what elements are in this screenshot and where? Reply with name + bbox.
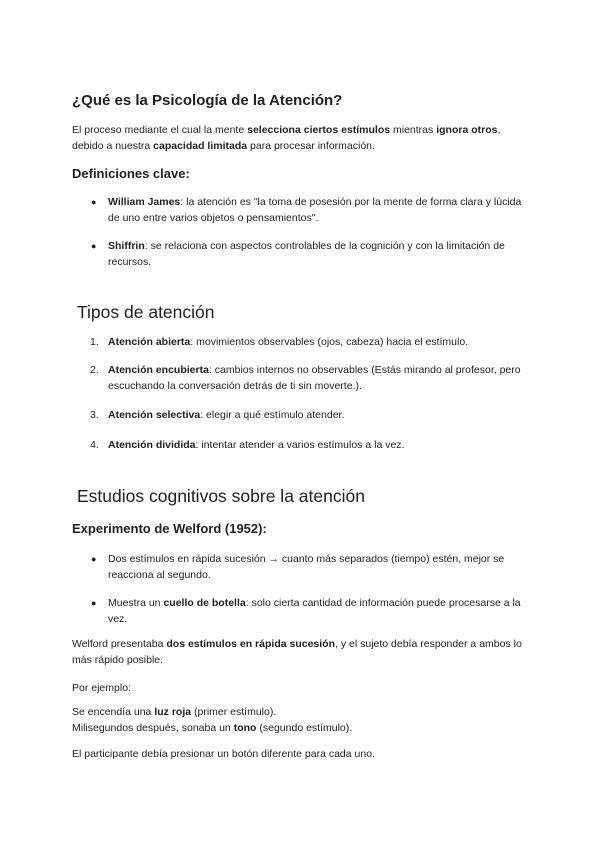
intro-paragraph xyxy=(72,122,532,154)
type-item-abierta xyxy=(108,334,533,350)
example-line-luz xyxy=(72,704,532,720)
participant-paragraph xyxy=(72,746,532,762)
type-term: Atención encubierta xyxy=(108,364,209,376)
text-segment: Dos estímulos en rápida sucesión → cuanto más separados (tiempo) estén, mejor se reacciona al segundo. xyxy=(108,553,505,581)
bold-text: luz roja xyxy=(154,706,192,718)
list-number: 1. xyxy=(90,336,99,348)
definition-term: Shiffrin xyxy=(108,240,145,252)
bold-text: cuello de botella xyxy=(163,597,246,609)
type-text: : intentar atender a varios estímulos a la vez. xyxy=(195,439,405,451)
bold-text: selecciona ciertos estímulos xyxy=(247,124,391,136)
bold-text: dos estímulos en rápida sucesión xyxy=(166,638,336,650)
type-term: Atención abierta xyxy=(108,336,191,348)
text-segment: (segundo estímulo). xyxy=(256,722,353,734)
definition-shiffrin xyxy=(108,238,533,270)
bold-text: capacidad limitada xyxy=(153,140,248,152)
list-number: 4. xyxy=(90,439,99,451)
text-segment: El proceso mediante el cual la mente xyxy=(72,124,248,136)
text-segment: El participante debía presionar un botón diferente para cada uno. xyxy=(72,748,375,760)
list-number: 2. xyxy=(90,364,99,376)
text-segment: Welford presentaba xyxy=(72,638,167,650)
section-title-estudios: Estudios cognitivos sobre la atención xyxy=(77,486,365,506)
text-segment: Se encendía una xyxy=(72,706,155,718)
type-text: : elegir a qué estímulo atender. xyxy=(200,409,345,421)
definition-term: William James xyxy=(108,196,181,208)
bold-text: ignora otros xyxy=(436,124,498,136)
welford-subtitle: Experimento de Welford (1952): xyxy=(72,521,267,536)
text-segment: , debido a nuestra xyxy=(72,124,501,152)
text-segment: Muestra un xyxy=(108,597,164,609)
text-segment: para procesar información. xyxy=(247,140,375,152)
welford-bullet-cuello xyxy=(108,595,533,627)
type-item-encubierta xyxy=(108,362,533,394)
type-term: Atención selectiva xyxy=(108,409,201,421)
type-item-selectiva xyxy=(108,407,533,423)
section-title-psicologia: ¿Qué es la Psicología de la Atención? xyxy=(72,92,343,109)
definitions-title: Definiciones clave: xyxy=(72,166,190,181)
bold-text: tono xyxy=(233,722,257,734)
type-item-dividida xyxy=(108,437,533,453)
list-number: 3. xyxy=(90,409,99,421)
type-text: : movimientos observables (ojos, cabeza) hacia el estímulo. xyxy=(190,336,469,348)
bullet-marker: ● xyxy=(91,197,97,207)
bullet-marker: ● xyxy=(91,554,97,564)
welford-paragraph xyxy=(72,636,532,668)
text-segment: Por ejemplo: xyxy=(72,682,131,694)
definition-text: : se relaciona con aspectos controlables de la cognición y con la limitación de recursos. xyxy=(108,240,505,268)
example-line-tono xyxy=(72,720,532,736)
type-term: Atención dividida xyxy=(108,439,196,451)
welford-bullet-sucesion xyxy=(108,551,533,583)
type-text: : cambios internos no observables (Estás mirando al profesor, pero escuchando la conversación detrás de ti sin moverte.). xyxy=(108,364,521,392)
text-segment: (primer estímulo). xyxy=(191,706,277,718)
definition-text: : la atención es "la toma de posesión por la mente de forma clara y lúcida de uno entre varios objetos o pensamientos". xyxy=(108,196,522,224)
text-segment: Milisegundos después, sonaba un xyxy=(72,722,234,734)
bullet-marker: ● xyxy=(91,598,97,608)
bullet-marker: ● xyxy=(91,241,97,251)
example-label xyxy=(72,680,532,696)
definition-william-james xyxy=(108,194,533,226)
text-segment: : solo cierta cantidad de información puede procesarse a la vez. xyxy=(108,597,521,625)
text-segment: mientras xyxy=(390,124,437,136)
section-title-tipos: Tipos de atención xyxy=(77,302,215,322)
text-segment: , y el sujeto debía responder a ambos lo más rápido posible. xyxy=(72,638,522,666)
